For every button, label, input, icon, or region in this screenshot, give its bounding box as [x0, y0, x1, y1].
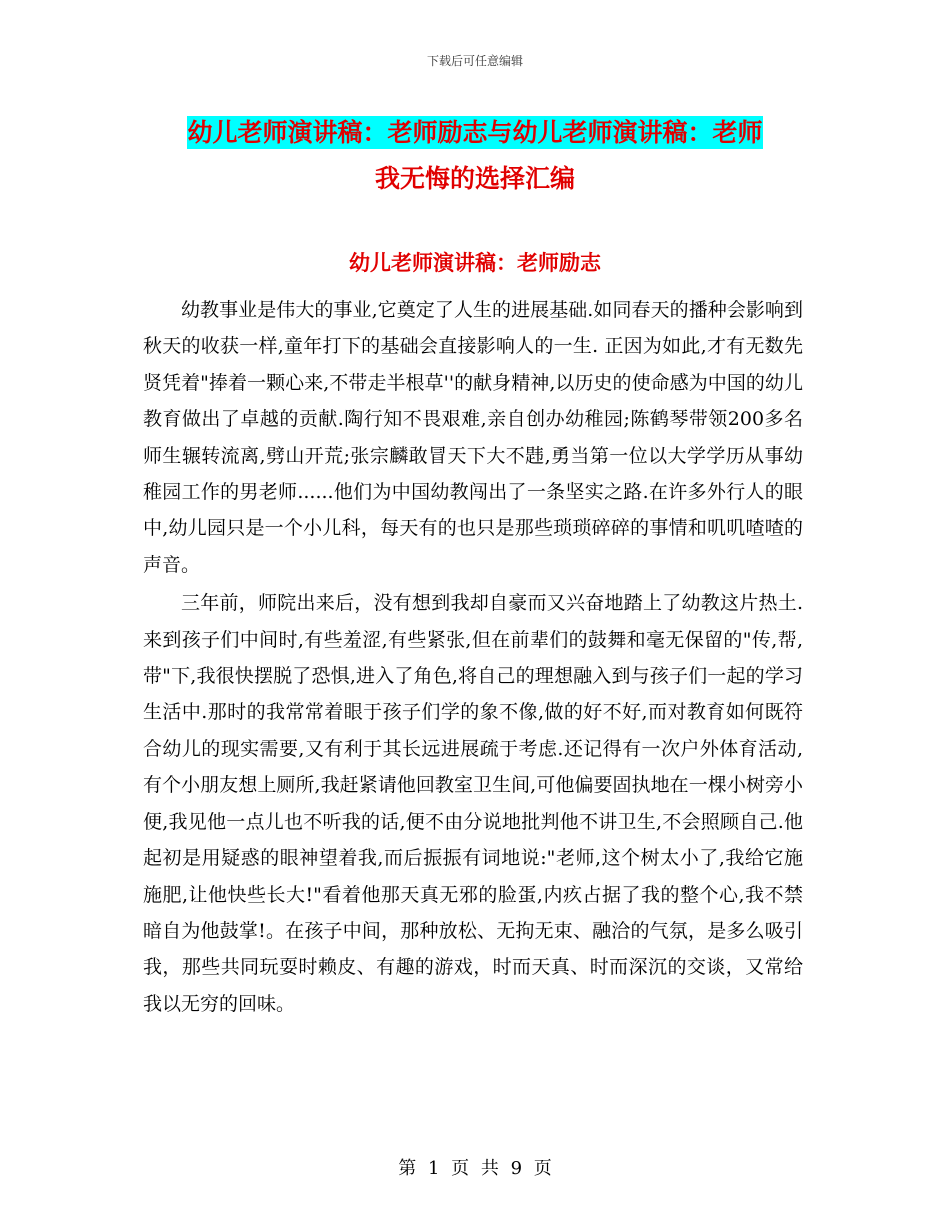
paragraph-1: 幼教事业是伟大的事业,它奠定了人生的进展基础.如同春天的播种会影响到秋天的收获一样,童年打下的基础会直接影响人的一生. 正因为如此,才有无数先贤凭着"捧着一颗心来,不带走半根草''的献身精神,以历史的使命感为中国的幼儿教育做出了卓越的贡献.陶行知不畏艰难,亲自创办幼稚园;陈鹤琴带领200多名师生辗转流离,劈山开荒;张宗麟敢冒天下大不韪,勇当第一位以大学学历从事幼稚园工作的男老师......他们为中国幼教闯出了一条坚实之路.在许多外行人的眼中,幼儿园只是一个小儿科，每天有的也只是那些琐琐碎碎的事情和叽叽喳喳的声音。 [143, 299, 803, 576]
page-header-note: 下载后可任意编辑 [426, 54, 523, 68]
document-title [150, 110, 800, 202]
document-body [143, 292, 803, 1024]
document-title-line1: 幼儿老师演讲稿：老师励志与幼儿老师演讲稿：老师 [187, 118, 763, 147]
page-footer: 第 1 页 共 9 页 [398, 1158, 552, 1179]
document-title-line2: 我无悔的选择汇编 [374, 164, 575, 193]
section-heading: 幼儿老师演讲稿：老师励志 [349, 251, 601, 275]
paragraph-2: 三年前，师院出来后，没有想到我却自豪而又兴奋地踏上了幼教这片热土.来到孩子们中间时,有些羞涩,有些紧张,但在前辈们的鼓舞和毫无保留的"传,帮,带"下,我很快摆脱了恐惧,进入了角色,将自己的理想融入到与孩子们一起的学习生活中.那时的我常常着眼于孩子们学的象不像,做的好不好,而对教育如何既符合幼儿的现实需要,又有利于其长远进展疏于考虑.还记得有一次户外体育活动,有个小朋友想上厕所,我赶紧请他回教室卫生间,可他偏要固执地在一棵小树旁小便,我见他一点儿也不听我的话,便不由分说地批判他不讲卫生,不会照顾自己.他起初是用疑惑的眼神望着我,而后振振有词地说:"老师,这个树太小了,我给它施施肥,让他快些长大!"看着他那天真无邪的脸蛋,内疚占据了我的整个心,我不禁暗自为他鼓掌!。在孩子中间，那种放松、无拘无束、融洽的气氛，是多么吸引我，那些共同玩耍时赖皮、有趣的游戏，时而天真、时而深沉的交谈，又常给我以无穷的回味。 [143, 592, 803, 1015]
